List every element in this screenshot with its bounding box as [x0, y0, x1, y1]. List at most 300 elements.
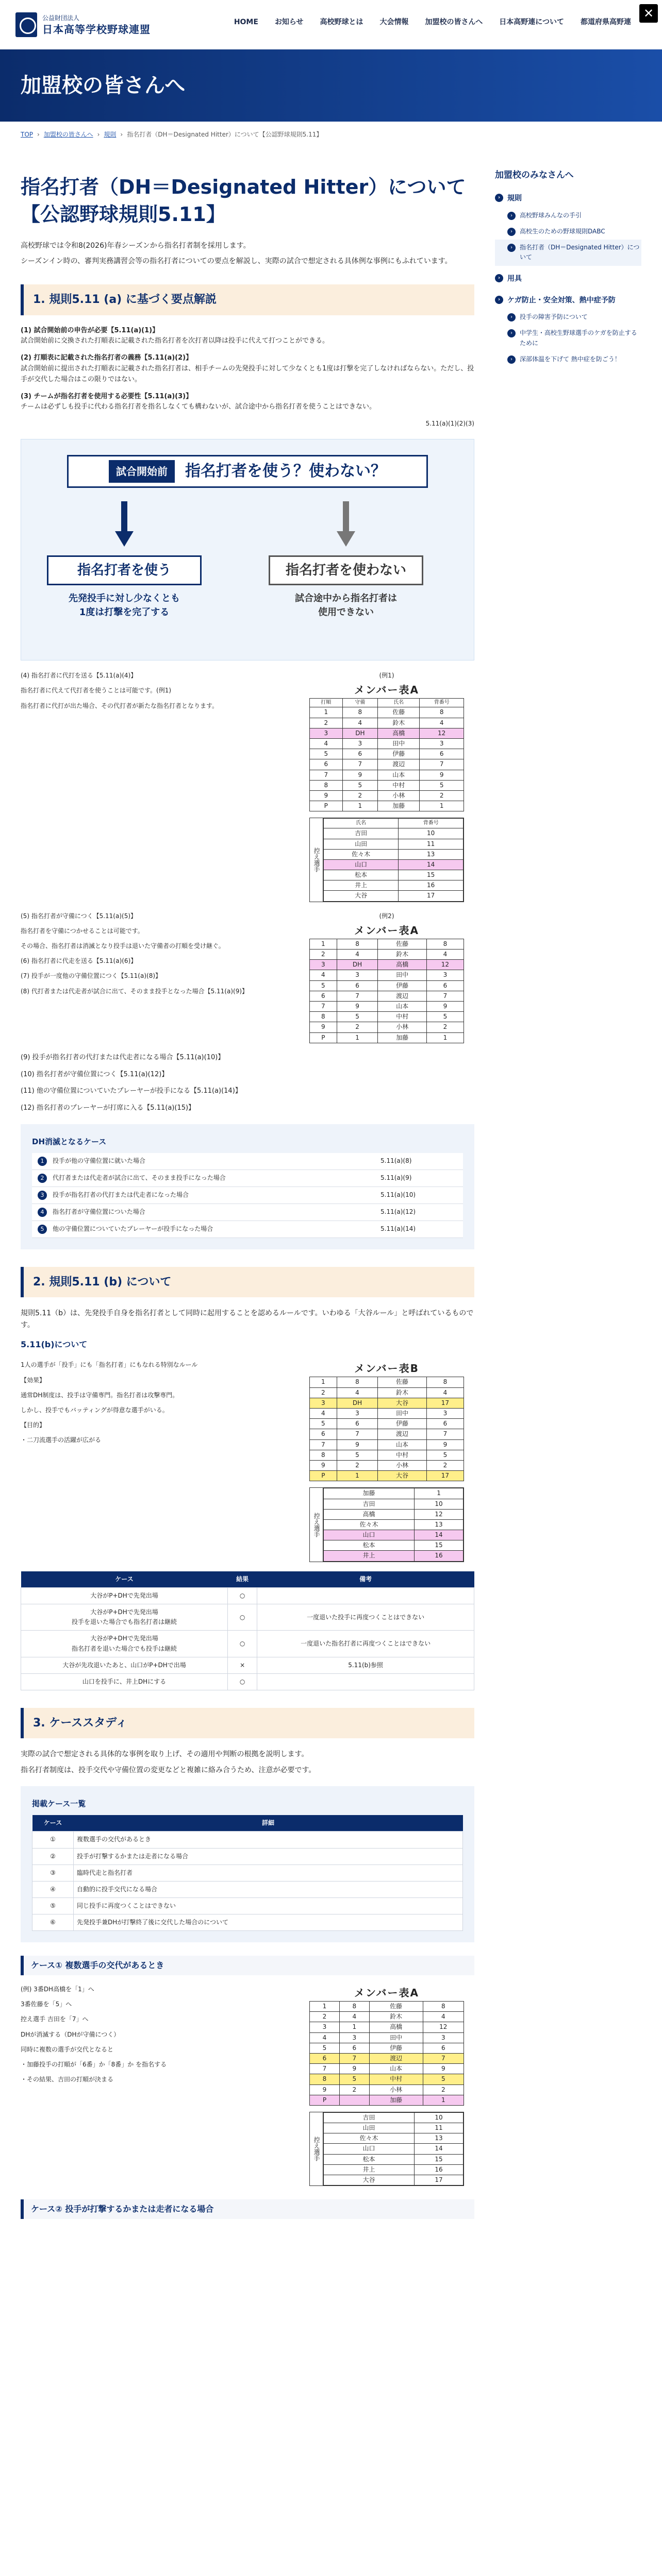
- bench-list: [309, 818, 464, 902]
- lineup-row: [310, 1001, 464, 1011]
- bench-cell: 松本: [324, 2154, 415, 2164]
- lineup-row: [310, 749, 464, 759]
- lineup-cell: 4: [342, 718, 378, 728]
- lineup-row: [310, 1471, 464, 1481]
- lineup-cell: 9: [337, 1001, 378, 1011]
- table-cell: ②: [32, 1848, 74, 1865]
- sidebar-item-label: ケガ防止・安全対策、熱中症予防: [507, 296, 616, 304]
- lineup-row: [310, 939, 464, 949]
- table-cell: 複数選手の交代があるとき: [74, 1832, 463, 1848]
- rule-line: ・その結果、吉田の打順が決まる: [21, 2076, 114, 2083]
- dh-cancel-cases: [21, 1124, 474, 1249]
- page-title-line1: 指名打者（DH＝Designated Hitter）について: [21, 176, 466, 199]
- bench-row: [324, 1551, 464, 1561]
- lineup-cell: 8: [420, 707, 464, 718]
- lineup-row: [310, 980, 464, 991]
- case-heading: ケース② 投手が打撃するかまたは走者になる場合: [21, 2199, 474, 2219]
- rule-line: (4) 指名打者に代打を送る【5.11(a)(4)】: [21, 672, 137, 680]
- sidebar-title: 加盟校のみなさんへ: [495, 170, 574, 181]
- lineup-row: [310, 2064, 464, 2074]
- lineup-figure: [299, 1360, 474, 1562]
- table-row: [32, 1898, 463, 1914]
- lineup-row: [310, 770, 464, 780]
- chevron-right-icon: ›: [507, 244, 516, 252]
- table-row: [21, 1587, 474, 1604]
- lineup-cell: 2: [342, 790, 378, 801]
- lineup-cell: 渡辺: [378, 991, 426, 1001]
- rule-line: 1人の選手が「投手」にも「指名打者」にもなれる特別なルール: [21, 1361, 198, 1369]
- bench-cell: 井上: [324, 880, 399, 891]
- bench-cell: 高橋: [324, 1509, 415, 1519]
- rule-example-block: [21, 671, 474, 902]
- rule-line: DHが消滅する（DHが守備につく）: [21, 2030, 120, 2038]
- table-cell: [257, 1587, 474, 1604]
- case-text: 指名打者が守備位置についた場合: [53, 1208, 145, 1216]
- sidebar-item[interactable]: [495, 292, 641, 309]
- lineup-cell: 5: [339, 2074, 369, 2084]
- case-ref: 5.11(a)(14): [380, 1225, 416, 1233]
- lineup-cell: 4: [310, 1409, 337, 1419]
- table-cell: 臨時代走と指名打者: [74, 1865, 463, 1881]
- bench-row: [324, 1499, 464, 1509]
- lineup-cell: 4: [310, 2032, 340, 2043]
- lineup-cell: 大谷: [378, 1398, 426, 1408]
- lineup-cell: 3: [342, 739, 378, 749]
- chevron-right-icon: ›: [507, 355, 516, 364]
- table-cell: ③: [32, 1865, 74, 1881]
- lineup-cell: 9: [423, 2064, 464, 2074]
- nav-prefectures[interactable]: 都道府県高野連: [581, 18, 631, 26]
- col-header: 背番号: [399, 819, 464, 828]
- lineup-cell: 6: [342, 749, 378, 759]
- bench-row: [324, 1519, 464, 1530]
- lineup-cell: 山本: [378, 1001, 426, 1011]
- no-dh-desc-line: 試合途中から指名打者は: [295, 593, 397, 604]
- breadcrumb-rules[interactable]: 規則: [104, 131, 117, 138]
- lineup-cell: 渡辺: [378, 759, 420, 770]
- figure-caption: (例1): [379, 672, 394, 680]
- main-content: [21, 148, 474, 2225]
- lineup-cell: 8: [310, 2074, 340, 2084]
- lineup-cell: 2: [310, 950, 337, 960]
- lineup-row: [310, 707, 464, 718]
- lineup-cell: 1: [342, 801, 378, 811]
- lineup-cell: 伊藤: [369, 2043, 423, 2053]
- sidebar-item[interactable]: [495, 190, 641, 207]
- lineup-cell: 1: [423, 2095, 464, 2105]
- lineup-cell: 6: [310, 759, 343, 770]
- case-number: 1: [38, 1157, 47, 1166]
- lineup-cell: 佐藤: [378, 939, 426, 949]
- case-ref: 5.11(a)(10): [380, 1191, 416, 1199]
- lineup-cell: 9: [420, 770, 464, 780]
- lineup-row: [310, 2043, 464, 2053]
- bench-table: [323, 1488, 464, 1561]
- lineup-row: [310, 780, 464, 790]
- bench-table: [323, 2112, 464, 2185]
- bench-cell: 15: [399, 870, 464, 880]
- bench-row: [324, 2154, 464, 2164]
- lead-text: シーズンイン時の、審判実務講習会等の指名打者についての要点を解説し、実際の試合で想定される具体例な事例にもふれています。: [21, 257, 452, 265]
- section-heading: 3. ケーススタディ: [21, 1708, 474, 1738]
- lineup-cell: 4: [420, 718, 464, 728]
- lineup-row: [310, 1450, 464, 1460]
- lineup-cell: 6: [310, 991, 337, 1001]
- bench-row: [324, 880, 464, 891]
- lineup-cell: 5: [342, 780, 378, 790]
- no-dh-desc: [269, 591, 423, 619]
- breadcrumb-sep: ›: [37, 131, 40, 138]
- bench-cell: 山田: [324, 2123, 415, 2133]
- table-cell: 投手が打撃するかまたは走者になる場合: [74, 1848, 463, 1865]
- bench-row: [324, 2123, 464, 2133]
- sidebar-item[interactable]: [495, 224, 641, 240]
- bench-cell: 16: [399, 880, 464, 891]
- bench-label: 控え選手: [310, 818, 323, 901]
- lineup-cell: P: [310, 1471, 337, 1481]
- lineup-cell: 伊藤: [378, 980, 426, 991]
- sidebar-item[interactable]: [495, 240, 641, 265]
- lineup-cell: 17: [426, 1471, 464, 1481]
- lineup-cell: 2: [337, 1460, 378, 1470]
- bench-cell: 山口: [324, 1530, 415, 1540]
- rule-text: [21, 1360, 289, 1562]
- lineup-cell: 4: [426, 950, 464, 960]
- lineup-cell: 8: [423, 2002, 464, 2012]
- lineup-cell: 5: [310, 749, 343, 759]
- lineup-cell: 7: [337, 1429, 378, 1439]
- rule-line: (例) 3番DH高橋を「1」へ: [21, 1986, 94, 1993]
- sidebar-item[interactable]: [495, 351, 641, 367]
- case-row: [32, 1221, 463, 1238]
- lineup-cell: 7: [310, 1001, 337, 1011]
- table-cell: 同じ投手に再度つくことはできない: [74, 1898, 463, 1914]
- lineup-cell: 佐藤: [378, 1377, 426, 1387]
- table-row: [21, 1657, 474, 1673]
- rule-line: しかし、投手でもバッティングが得意な選手がいる。: [21, 1406, 169, 1414]
- sidebar-item[interactable]: [495, 309, 641, 325]
- bench-cell: 山田: [324, 839, 399, 849]
- lineup-row: [310, 960, 464, 970]
- col-header: 氏名: [378, 699, 420, 707]
- lineup-cell: 2: [337, 1022, 378, 1032]
- lineup-row: [310, 718, 464, 728]
- table-cell: 自動的に投手交代になる場合: [74, 1881, 463, 1897]
- rule-desc: 試合開始前に提出された打順表に記載された指名打者は、相手チームの先発投手に対して少なくとも1度は打撃を完了しなければならない。ただし、投手が交代した場合はこの限りではない。: [21, 364, 474, 383]
- lineup-row: [310, 950, 464, 960]
- lineup-cell: 大谷: [378, 1471, 426, 1481]
- rule-title: (1) 試合開始前の申告が必要【5.11(a)(1)】: [21, 326, 159, 334]
- nav-about[interactable]: 高校野球とは: [320, 18, 363, 26]
- case-number: 4: [38, 1208, 47, 1217]
- lineup-cell: 高橋: [369, 2022, 423, 2032]
- col-header: 詳細: [74, 1815, 463, 1832]
- nav-members[interactable]: 加盟校の皆さんへ: [425, 18, 483, 26]
- bench-cell: 大谷: [324, 2175, 415, 2185]
- lineup-cell: 中村: [378, 1012, 426, 1022]
- bench-cell: 1: [415, 1488, 464, 1499]
- org-subtitle: 公益財団法人: [42, 14, 80, 22]
- bench-row: [324, 2133, 464, 2144]
- lineup-cell: 8: [310, 1012, 337, 1022]
- lineup-cell: 9: [426, 1001, 464, 1011]
- table-cell: ×: [228, 1657, 257, 1673]
- lineup-cell: 5: [426, 1012, 464, 1022]
- lineup-cell: 6: [423, 2043, 464, 2053]
- case-number: 2: [38, 1174, 47, 1183]
- case-text: 投手が他の守備位置に就いた場合: [53, 1157, 146, 1165]
- lineup-cell: P: [310, 1032, 337, 1043]
- bench-label: 控え選手: [310, 2112, 323, 2185]
- bench-row: [324, 1540, 464, 1551]
- rule-item: [21, 353, 474, 385]
- lineup-row: [310, 2022, 464, 2032]
- lineup-cell: 加藤: [369, 2095, 423, 2105]
- case-number: 5: [38, 1225, 47, 1234]
- bench-row: [324, 828, 464, 839]
- question-tag: 試合開始前: [109, 460, 175, 483]
- lineup-row: [310, 2012, 464, 2022]
- lineup-cell: 9: [310, 1460, 337, 1470]
- lineup-cell: 中村: [378, 1450, 426, 1460]
- case-heading: ケース① 複数選手の交代があるとき: [21, 1956, 474, 1975]
- lineup-cell: 8: [337, 1377, 378, 1387]
- sidebar-item[interactable]: [495, 270, 641, 287]
- lineup-cell: 3: [420, 739, 464, 749]
- lineup-cell: 4: [337, 1387, 378, 1398]
- site-logo[interactable]: [15, 12, 151, 37]
- lineup-cell: 7: [310, 1439, 337, 1450]
- col-header: 備考: [257, 1571, 474, 1588]
- rule-desc: チームは必ずしも投手に代わる指名打者を指名しなくても構わないが、試合途中から指名打者を使うことはできない。: [21, 403, 376, 411]
- lineup-cell: 6: [310, 2053, 340, 2063]
- bench-row: [324, 859, 464, 870]
- lineup-cell: 2: [426, 1022, 464, 1032]
- lineup-cell: 5: [310, 980, 337, 991]
- bench-cell: 13: [415, 1519, 464, 1530]
- case-box-title: DH消滅となるケース: [32, 1137, 107, 1146]
- table-cell: 5.11(b)参照: [257, 1657, 474, 1673]
- lineup-cell: 1: [339, 2022, 369, 2032]
- breadcrumb-top[interactable]: TOP: [21, 131, 34, 138]
- lineup-cell: 5: [420, 780, 464, 790]
- bench-cell: 吉田: [324, 828, 399, 839]
- lineup-cell: 1: [310, 707, 343, 718]
- rule-line: 【目的】: [21, 1421, 46, 1429]
- section-intro: 実際の試合で想定される具体的な事例を取り上げ、その適用や判断の根拠を説明します。: [21, 1750, 309, 1759]
- case-index-table: [32, 1815, 463, 1931]
- table-row: [32, 1848, 463, 1865]
- rule-line: 指名打者に代打が出た場合、その代打者が新たな指名打者となります。: [21, 702, 219, 709]
- lineup-cell: 9: [337, 1439, 378, 1450]
- lineup-cell: 加藤: [378, 801, 420, 811]
- lineup-cell: 3: [337, 970, 378, 980]
- chevron-right-icon: ›: [507, 228, 516, 236]
- lineup-cell: P: [310, 801, 343, 811]
- sidebar: [495, 148, 641, 2225]
- hero-title: 加盟校の皆さんへ: [21, 74, 186, 97]
- nav-home[interactable]: HOME: [234, 18, 258, 26]
- logo-mark-icon: [15, 12, 37, 37]
- lineup-row: [310, 991, 464, 1001]
- sidebar-item-label: 高校生のための野球規則DABC: [520, 227, 605, 235]
- bench-cell: 15: [415, 2154, 464, 2164]
- lineup-cell: 3: [310, 728, 343, 738]
- lineup-cell: 1: [426, 1032, 464, 1043]
- breadcrumb-sep: ›: [120, 131, 123, 138]
- rule-item: [21, 392, 474, 413]
- lineup-cell: 4: [310, 970, 337, 980]
- case-ref: 5.11(a)(9): [380, 1174, 412, 1182]
- bench-label: 控え選手: [310, 1488, 323, 1561]
- lineup-cell: 9: [339, 2064, 369, 2074]
- nav-news[interactable]: お知らせ: [274, 18, 304, 26]
- bench-row: [324, 2112, 464, 2123]
- bench-row: [324, 2144, 464, 2154]
- lineup-cell: 7: [310, 770, 343, 780]
- bench-cell: 10: [399, 828, 464, 839]
- lineup-row: [310, 1387, 464, 1398]
- rule-example-block: [21, 1985, 474, 2186]
- lineup-cell: 2: [310, 1387, 337, 1398]
- lineup-cell: 1: [310, 939, 337, 949]
- rule-line: (8) 代打者または代走者が試合に出て、そのまま投手となった場合【5.11(a)(9)】: [21, 987, 249, 995]
- col-header: 打順: [310, 699, 343, 707]
- rule-line: 【効果】: [21, 1376, 46, 1384]
- ohtani-rule-table: [21, 1571, 474, 1691]
- lineup-cell: 3: [426, 1409, 464, 1419]
- bench-cell: 井上: [324, 2164, 415, 2175]
- rule-desc: 試合開始前に交換された打順表に記載された指名打者を次打者以降は投手に代えて打つことができる。: [21, 337, 329, 345]
- lineup-cell: 伊藤: [378, 1419, 426, 1429]
- bench-row: [324, 870, 464, 880]
- bench-cell: 17: [415, 2175, 464, 2185]
- lineup-row: [310, 1429, 464, 1439]
- lineup-cell: 5: [310, 1419, 337, 1429]
- chevron-right-icon: ›: [507, 329, 516, 337]
- lineup-cell: 3: [339, 2032, 369, 2043]
- lineup-cell: 高橋: [378, 728, 420, 738]
- lineup-cell: 5: [310, 2043, 340, 2053]
- lineup-row: [310, 1460, 464, 1470]
- table-row: [21, 1631, 474, 1657]
- lineup-cell: 7: [426, 991, 464, 1001]
- lineup-cell: DH: [337, 1398, 378, 1408]
- sidebar-item-label: 深部体温を下げて 熱中症を防ごう！: [520, 355, 621, 363]
- case-box-title: 掲載ケース一覧: [32, 1799, 86, 1809]
- table-row: [32, 1881, 463, 1897]
- lineup-cell: 2: [423, 2084, 464, 2095]
- col-header: 氏名: [324, 819, 399, 828]
- breadcrumb-members[interactable]: 加盟校の皆さんへ: [43, 131, 93, 138]
- rule-line: ・加藤投手の打順が「6番」か「8番」か を指名する: [21, 2060, 167, 2068]
- chevron-right-icon: ›: [495, 296, 503, 304]
- table-cell: 一度退いた指名打者に再度つくことはできない: [257, 1631, 474, 1657]
- sidebar-item[interactable]: [495, 208, 641, 224]
- bench-row: [324, 2164, 464, 2175]
- lineup-figure: [299, 671, 474, 902]
- lineup-cell: 9: [310, 2084, 340, 2095]
- nav-tournaments[interactable]: 大会情報: [379, 18, 409, 26]
- case-ref: 5.11(a)(12): [380, 1208, 416, 1216]
- sidebar-item-label: 中学生・高校生野球選手のケガを防止するために: [520, 329, 637, 347]
- bench-cell: 15: [415, 1540, 464, 1551]
- lineup-cell: 6: [337, 980, 378, 991]
- bench-cell: 佐々木: [324, 2133, 415, 2144]
- lineup-cell: 9: [342, 770, 378, 780]
- lineup-cell: 伊藤: [378, 749, 420, 759]
- question-box: [67, 455, 428, 488]
- lineup-cell: 4: [339, 2012, 369, 2022]
- close-icon[interactable]: ✕: [639, 4, 658, 23]
- lineup-cell: 小林: [369, 2084, 423, 2095]
- table-cell: 山口を投手に、井上DHにする: [21, 1673, 228, 1690]
- lineup-cell: 高橋: [378, 960, 426, 970]
- nav-federation[interactable]: 日本高野連について: [499, 18, 564, 26]
- sidebar-item[interactable]: [495, 325, 641, 351]
- lineup-cell: 4: [426, 1387, 464, 1398]
- section-heading: 1. 規則5.11 (a) に基づく要点解説: [21, 284, 474, 315]
- table-cell: 大谷がP+DHで先発出場 指名打者を退いた場合でも投手は継続: [21, 1631, 228, 1657]
- col-header: 背番号: [420, 699, 464, 707]
- col-header: 守備: [342, 699, 378, 707]
- bench-list: [309, 1487, 464, 1562]
- use-dh-desc-line: 先発投手に対し少なくとも: [69, 593, 180, 604]
- col-header: ケース: [32, 1815, 74, 1832]
- lineup-cell: 山本: [369, 2064, 423, 2074]
- case-number: 3: [38, 1191, 47, 1200]
- lineup-row: [310, 2095, 464, 2105]
- bench-cell: 佐々木: [324, 1519, 415, 1530]
- case-row: [32, 1187, 463, 1204]
- lineup-row: [310, 1439, 464, 1450]
- bench-row: [324, 1488, 464, 1499]
- lineup-cell: 12: [420, 728, 464, 738]
- rule-item: [21, 326, 474, 347]
- case-row: [32, 1170, 463, 1187]
- bench-cell: 12: [415, 1509, 464, 1519]
- lineup-cell: 8: [310, 780, 343, 790]
- hero-banner: [0, 49, 662, 122]
- lineup-row: [310, 1409, 464, 1419]
- lineup-cell: 7: [426, 1429, 464, 1439]
- table-cell: 大谷がP+DHで先発出場 投手を退いた場合でも指名打者は継続: [21, 1604, 228, 1631]
- lineup-cell: 9: [310, 1022, 337, 1032]
- bench-cell: 大谷: [324, 891, 399, 901]
- bench-cell: 13: [399, 849, 464, 859]
- lineup-cell: 2: [426, 1460, 464, 1470]
- lineup-cell: 中村: [378, 780, 420, 790]
- lineup-cell: 小林: [378, 1022, 426, 1032]
- bench-cell: 17: [399, 891, 464, 901]
- lineup-cell: 3: [310, 2022, 340, 2032]
- lineup-cell: 6: [426, 1419, 464, 1429]
- rule-list: [21, 326, 474, 413]
- lineup-cell: 7: [423, 2053, 464, 2063]
- bench-cell: 吉田: [324, 2112, 415, 2123]
- rule-line: 指名打者に代えて代打者を使うことは可能です。(例1): [21, 687, 172, 694]
- bench-table: [323, 818, 464, 901]
- case-text: 代打者または代走者が試合に出て、そのまま投手になった場合: [53, 1174, 226, 1182]
- bench-cell: 佐々木: [324, 849, 399, 859]
- sidebar-item-label: 指名打者（DH＝Designated Hitter）について: [520, 244, 640, 261]
- lineup-cell: 佐藤: [378, 707, 420, 718]
- lineup-row: [310, 1032, 464, 1043]
- arrow-down-icon: [115, 501, 134, 548]
- lineup-cell: 8: [339, 2002, 369, 2012]
- table-cell: 大谷がP+DHで先発出場: [21, 1587, 228, 1604]
- lineup-cell: 鈴木: [378, 950, 426, 960]
